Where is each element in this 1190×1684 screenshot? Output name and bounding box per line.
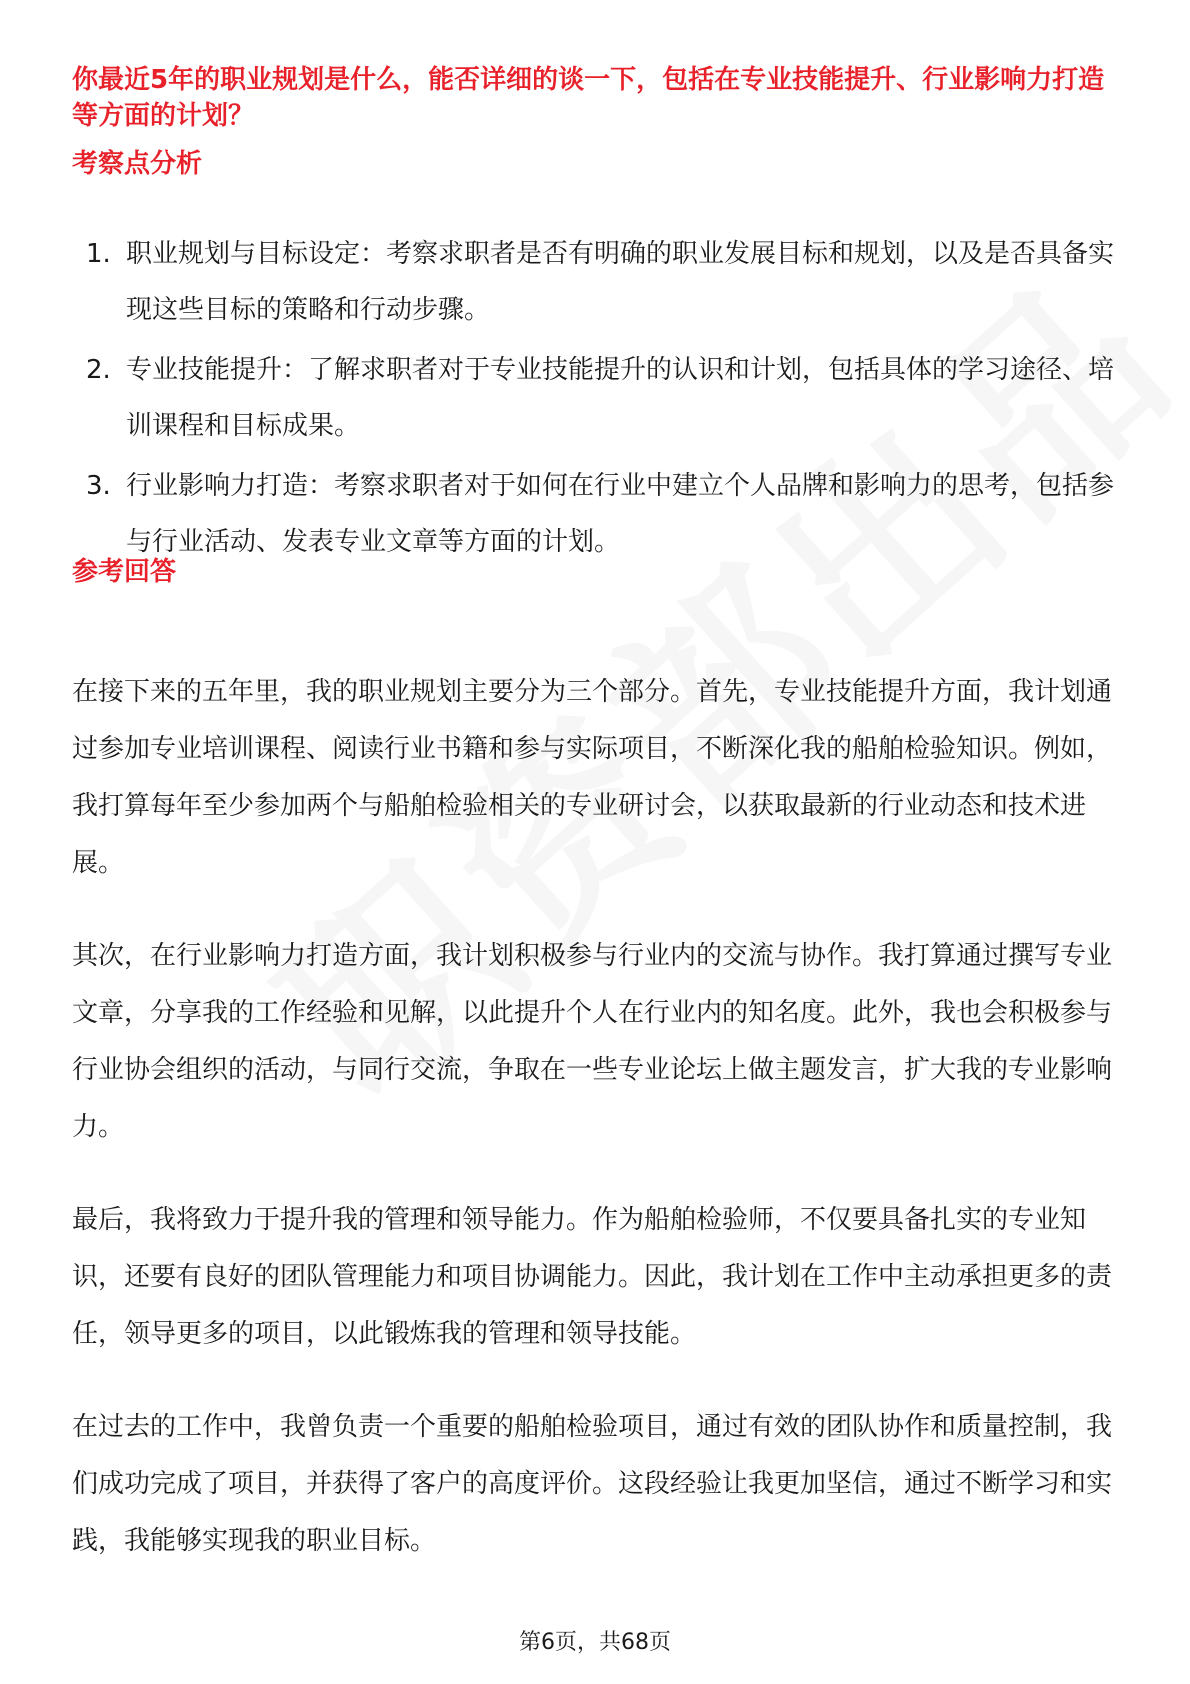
- question-heading: 你最近5年的职业规划是什么，能否详细的谈一下，包括在专业技能提升、行业影响力打造等方面的计划？: [72, 65, 1105, 131]
- analysis-title: 考察点分析: [72, 149, 203, 179]
- analysis-item: [72, 458, 1118, 570]
- answer-paragraph: 在接下来的五年里，我的职业规划主要分为三个部分。首先，专业技能提升方面，我计划通过参加专业培训课程、阅读行业书籍和参与实际项目，不断深化我的船舶检验知识。例如，我打算每年至少参加两个与船舶检验相关的专业研讨会，以获取最新的行业动态和技术进展。: [72, 677, 1113, 878]
- list-number: 2.: [86, 355, 111, 385]
- answer-body: [72, 664, 1118, 1606]
- analysis-item-text: 职业规划与目标设定：考察求职者是否有明确的职业发展目标和规划，以及是否具备实现这些目标的策略和行动步骤。: [126, 239, 1115, 325]
- answer-title: 参考回答: [72, 557, 177, 587]
- answer-paragraph: 在过去的工作中，我曾负责一个重要的船舶检验项目，通过有效的团队协作和质量控制，我们成功完成了项目，并获得了客户的高度评价。这段经验让我更加坚信，通过不断学习和实践，我能够实现我的职业目标。: [72, 1412, 1113, 1556]
- list-number: 1.: [86, 239, 111, 269]
- page-number: 第6页，共68页: [519, 1630, 671, 1655]
- analysis-item-text: 行业影响力打造：考察求职者对于如何在行业中建立个人品牌和影响力的思考，包括参与行业活动、发表专业文章等方面的计划。: [126, 471, 1115, 557]
- list-number: 3.: [86, 471, 111, 501]
- answer-paragraph: 其次，在行业影响力打造方面，我计划积极参与行业内的交流与协作。我打算通过撰写专业文章，分享我的工作经验和见解，以此提升个人在行业内的知名度。此外，我也会积极参与行业协会组织的活动，与同行交流，争取在一些专业论坛上做主题发言，扩大我的专业影响力。: [72, 941, 1113, 1142]
- analysis-item: [72, 342, 1118, 454]
- analysis-item: [72, 226, 1118, 338]
- analysis-item-text: 专业技能提升：了解求职者对于专业技能提升的认识和计划，包括具体的学习途径、培训课程和目标成果。: [126, 355, 1115, 441]
- answer-paragraph: 最后，我将致力于提升我的管理和领导能力。作为船舶检验师，不仅要具备扎实的专业知识，还要有良好的团队管理能力和项目协调能力。因此，我计划在工作中主动承担更多的责任，领导更多的项目，以此锻炼我的管理和领导技能。: [72, 1205, 1113, 1349]
- analysis-list: [72, 226, 1118, 574]
